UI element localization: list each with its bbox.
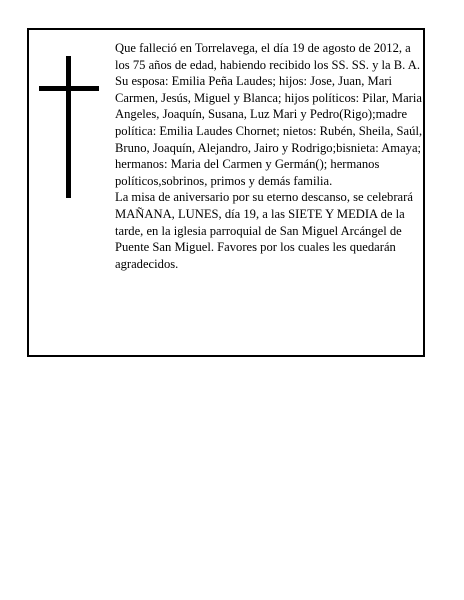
notice-paragraph-death: Que falleció en Torrelavega, el día 19 de agosto de 2012, a los 75 años de edad, habiendo recibido los SS. SS. y la B. A. bbox=[115, 41, 421, 72]
notice-paragraph-mass: La misa de aniversario por su eterno descanso, se celebrará MAÑANA, LUNES, día 19, a las SIETE Y MEDIA de la tarde, en la iglesia parroquial de San Miguel Arcángel de Puente San Miguel. Favores por los cuales les quedarán agradecidos. bbox=[115, 190, 413, 271]
notice-paragraph-family: Su esposa: Emilia Peña Laudes; hijos: Jose, Juan, Mari Carmen, Jesús, Miguel y Blanca; hijos políticos: Pilar, Maria Angeles, Joaquín, Susana, Luz Mari y Pedro(Rigo);madre política: Emilia Laudes Chornet; nietos: Rubén, Sheila, Saúl, Bruno, Joaquín, Alejandro, Jairo y Rodrigo;bisnieta: Amaya; hermanos: Maria del Carmen y Germán(); hermanos políticos,sobrinos, primos y demás familia. bbox=[115, 74, 423, 188]
obituary-notice bbox=[27, 28, 425, 357]
notice-text bbox=[115, 40, 423, 272]
cross-horizontal-bar bbox=[39, 86, 99, 91]
cross-vertical-bar bbox=[66, 56, 71, 198]
latin-cross-icon bbox=[39, 56, 99, 198]
